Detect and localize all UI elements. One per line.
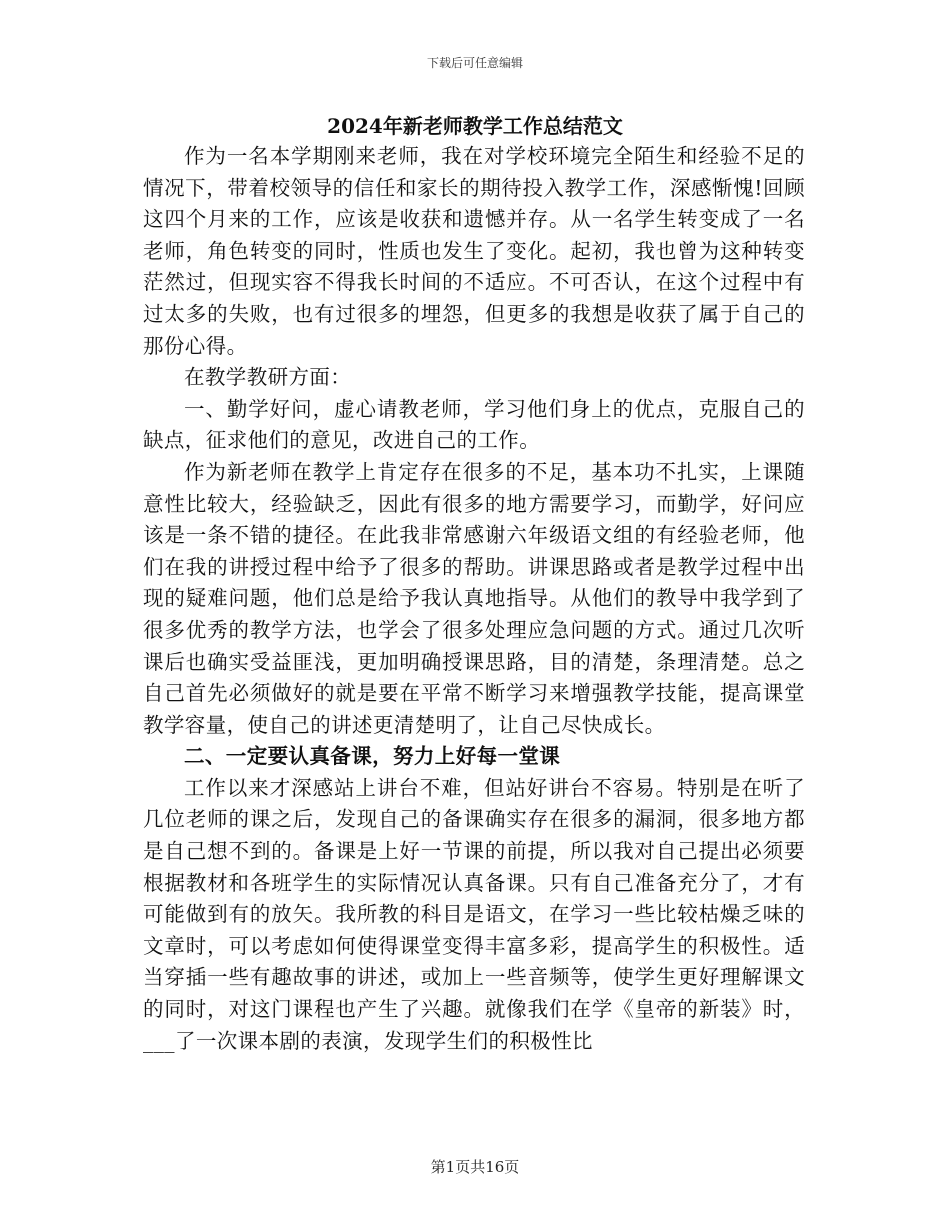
paragraph-intro: 作为一名本学期刚来老师，我在对学校环境完全陌生和经验不足的情况下，带着校领导的信任和家长的期待投入教学工作，深感惭愧!回顾这四个月来的工作，应该是收获和遗憾并存。从一名学生转变成了一名老师，角色转变的同时，性质也发生了变化。起初，我也曾为这种转变茫然过，但现实容不得我长时间的不适应。不可否认，在这个过程中有过太多的失败，也有过很多的埋怨，但更多的我想是收获了属于自己的那份心得。 (143, 144, 805, 358)
paragraph-teaching-research-heading: 在教学教研方面： (184, 365, 352, 390)
header-note: 下载后可任意编辑 (426, 56, 523, 70)
section-heading-two: 二、一定要认真备课，努力上好每一堂课 (184, 744, 561, 769)
paragraph-point-one: 一、勤学好问，虚心请教老师，学习他们身上的优点，克服自己的缺点，征求他们的意见，改进自己的工作。 (143, 396, 805, 453)
paragraph-point-one-detail: 作为新老师在教学上肯定存在很多的不足，基本功不扎实，上课随意性比较大，经验缺乏，因此有很多的地方需要学习，而勤学，好问应该是一条不错的捷径。在此我非常感谢六年级语文组的有经验老师，他们在我的讲授过程中给予了很多的帮助。讲课思路或者是教学过程中出现的疑难问题，他们总是给予我认真地指导。从他们的教导中我学到了很多优秀的教学方法，也学会了很多处理应急问题的方式。通过几次听课后也确实受益匪浅，更加明确授课思路，目的清楚，条理清楚。总之自己首先必须做好的就是要在平常不断学习来增强教学技能，提高课堂教学容量，使自己的讲述更清楚明了，让自己尽快成长。 (143, 459, 805, 737)
page-footer: 第1页共16页 (430, 1158, 520, 1176)
document-title: 2024年新老师教学工作总结范文 (327, 114, 623, 138)
document-body (143, 141, 805, 1057)
paragraph-point-two-detail: 工作以来才深感站上讲台不难，但站好讲台不容易。特别是在听了几位老师的课之后，发现自己的备课确实存在很多的漏洞，很多地方都是自己想不到的。备课是上好一节课的前提，所以我对自己提出必须要根据教材和各班学生的实际情况认真备课。只有自己准备充分了，才有可能做到有的放矢。我所教的科目是语文，在学习一些比较枯燥乏味的文章时，可以考虑如何使得课堂变得丰富多彩，提高学生的积极性。适当穿插一些有趣故事的讲述，或加上一些音频等，使学生更好理解课文的同时，对这门课程也产生了兴趣。就像我们在学《皇帝的新装》时，___了一次课本剧的表演，发现学生们的积极性比 (143, 775, 805, 1053)
